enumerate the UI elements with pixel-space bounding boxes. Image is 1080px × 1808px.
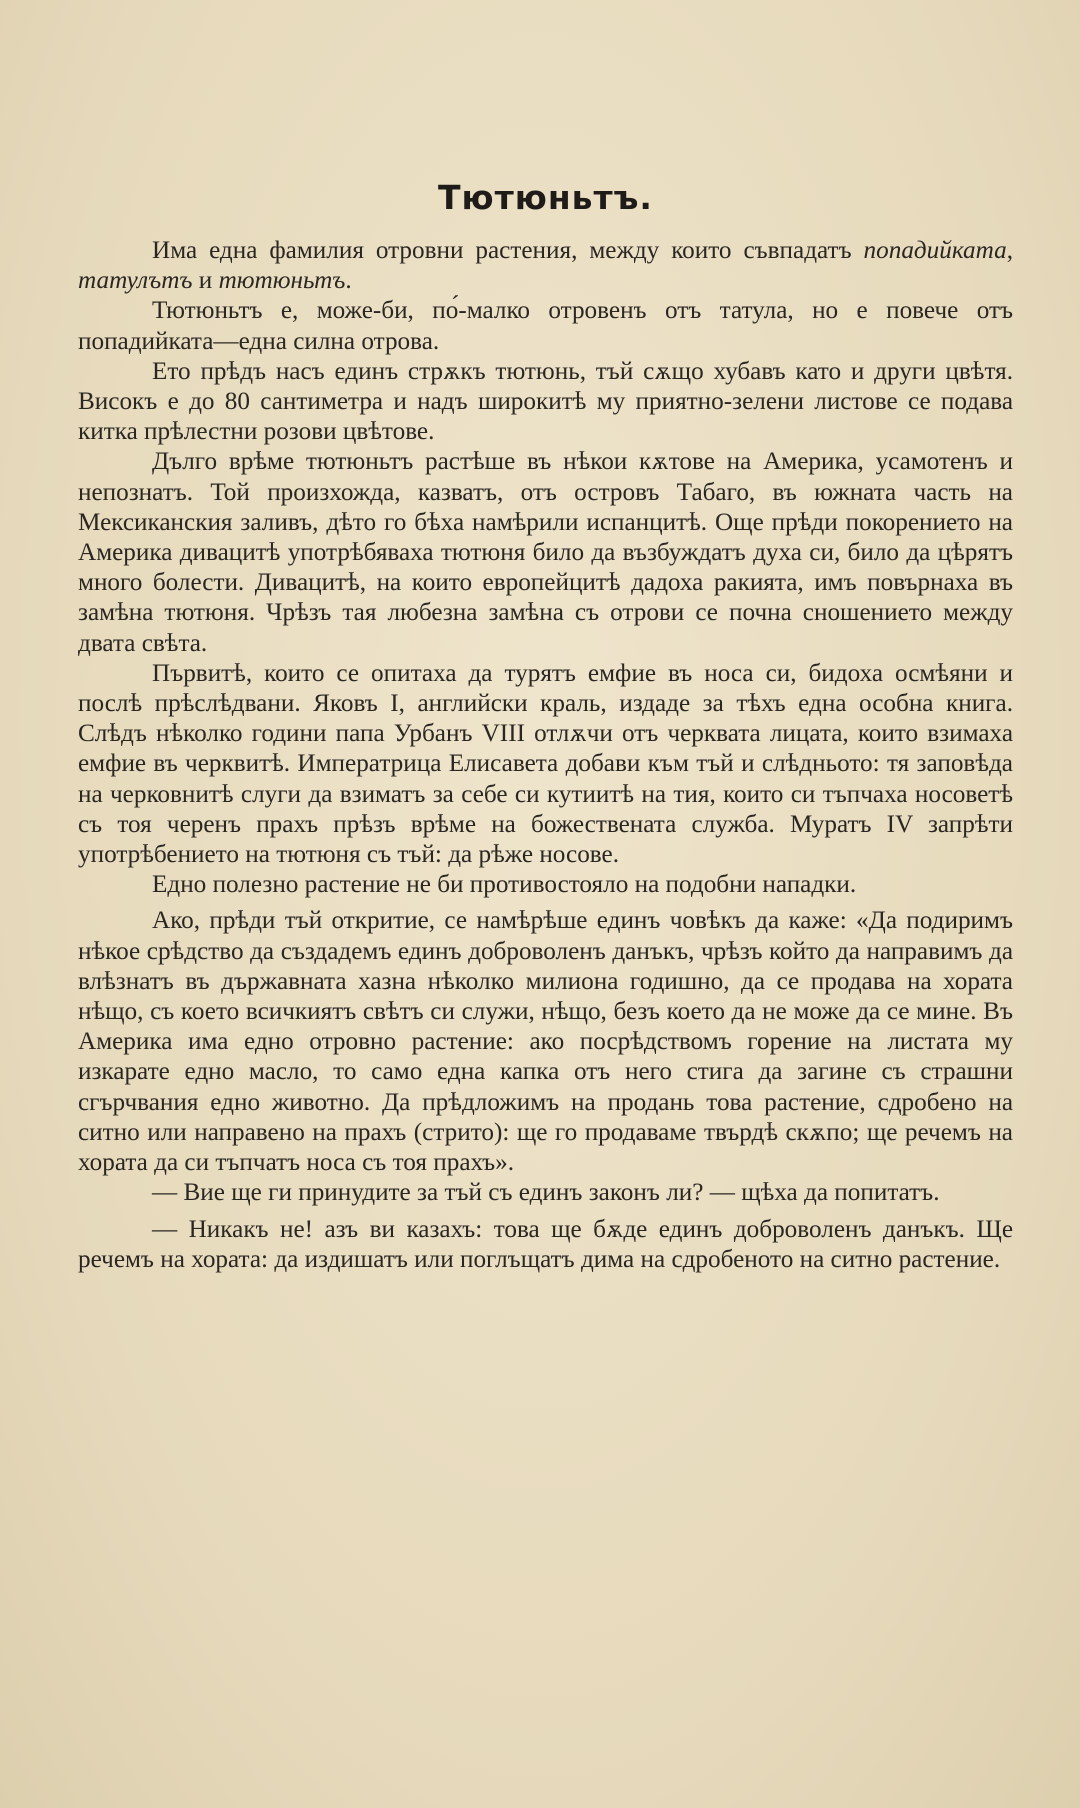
paragraph-3: Ето прѣдъ насъ единъ стрѫкъ тютюнь, тъй сѫщо хубавъ като и други цвѣтя. Високъ е до 80 сантиметра и надъ широкитѣ му приятно-зелени листове се подава китка прѣлестни розови цвѣтове. — [78, 357, 1013, 446]
paragraph-1-end: . — [345, 267, 352, 295]
italic-tyutyun: тютюньтъ — [218, 267, 346, 295]
paragraph-7: Ако, прѣди тъй откритие, се намѣрѣше единъ човѣкъ да каже: «Да подиримъ нѣкое срѣдство да създадемъ единъ доброволенъ данъкъ, чрѣзъ който да направимъ да влѣзнатъ въ държавната хазна нѣколко милиона годишно, да се продава на хората нѣщо, съ което всичкиятъ свѣтъ си служи, нѣщо, безъ което да не може да се мине. Въ Америка има едно отровно растение: ако посрѣдствомъ горение на листата му изкарате едно масло, то само една капка отъ него стига да загине съ страшни сгърчвания едно животно. Да прѣдложимъ на продань това растение, сдробено на ситно или направено на прахъ (стрито): ще го продаваме твърдѣ скѫпо; ще речемъ на хората да си тъпчатъ носа съ тоя прахъ». — [78, 907, 1013, 1177]
paragraph-1-sep2: и — [192, 267, 219, 295]
paragraph-1 — [78, 236, 1013, 296]
paragraph-4: Дълго врѣме тютюньтъ растѣше въ нѣкои кѫтове на Америка, усамотенъ и непознатъ. Той произхожда, казватъ, отъ островъ Табаго, въ южната часть на Мексиканския заливъ, дѣто го бѣха намѣрили испанцитѣ. Още прѣди покорението на Америка дивацитѣ употрѣбяваха тютюня било да възбуждатъ духа си, било да цѣрятъ много болести. Дивацитѣ, на които европейцитѣ дадоха ракията, имъ повърнаха въ замѣна тютюня. Чрѣзъ тая любезна замѣна съ отрови се почна сношението между двата свѣта. — [78, 448, 1013, 657]
page-title: Тютюньтъ. — [438, 178, 653, 217]
paragraph-5: Първитѣ, които се опитаха да турятъ емфие въ носа си, бидоха осмѣяни и послѣ прѣслѣдвани. Яковъ I, английски краль, издаде за тѣхъ една особна книга. Слѣдъ нѣколко години папа Урбанъ VIII отлѫчи отъ черквата лицата, които взимаха емфие въ черквитѣ. Императрица Елисавета добави към тъй и слѣдньото: тя заповѣда на черковнитѣ слуги да взиматъ за себе си кутиитѣ на тия, които си тъпчаха носоветѣ съ тоя черенъ прахъ прѣзъ врѣме на божествената служба. Муратъ IV запрѣти употрѣбението на тютюня съ тъй: да рѣже носове. — [78, 659, 1013, 869]
paragraph-1-sep1: , — [1006, 237, 1013, 264]
paragraph-2: Тютюньтъ е, може-би, по́-малко отровенъ отъ татула, но е повече отъ попадийката—една силна отрова. — [78, 297, 1013, 355]
page-content — [78, 178, 1013, 1275]
paragraph-1-text: Има една фамилия отровни растения, между които съвпадатъ — [152, 237, 864, 264]
italic-tatul: татулътъ — [78, 267, 193, 295]
paragraph-8: — Вие ще ги принудите за тъй съ единъ законъ ли? — щѣха да попитатъ. — [152, 1179, 940, 1207]
paragraph-9: — Никакъ не! азъ ви казахъ: това ще бѫде единъ доброволенъ данъкъ. Ще речемъ на хората: да издишатъ или поглъщатъ дима на сдробеното на ситно растение. — [78, 1215, 1013, 1273]
paragraph-6: Едно полезно растение не би противостояло на подобни нападки. — [152, 871, 857, 899]
italic-popadiyka: попадийката — [863, 237, 1007, 264]
